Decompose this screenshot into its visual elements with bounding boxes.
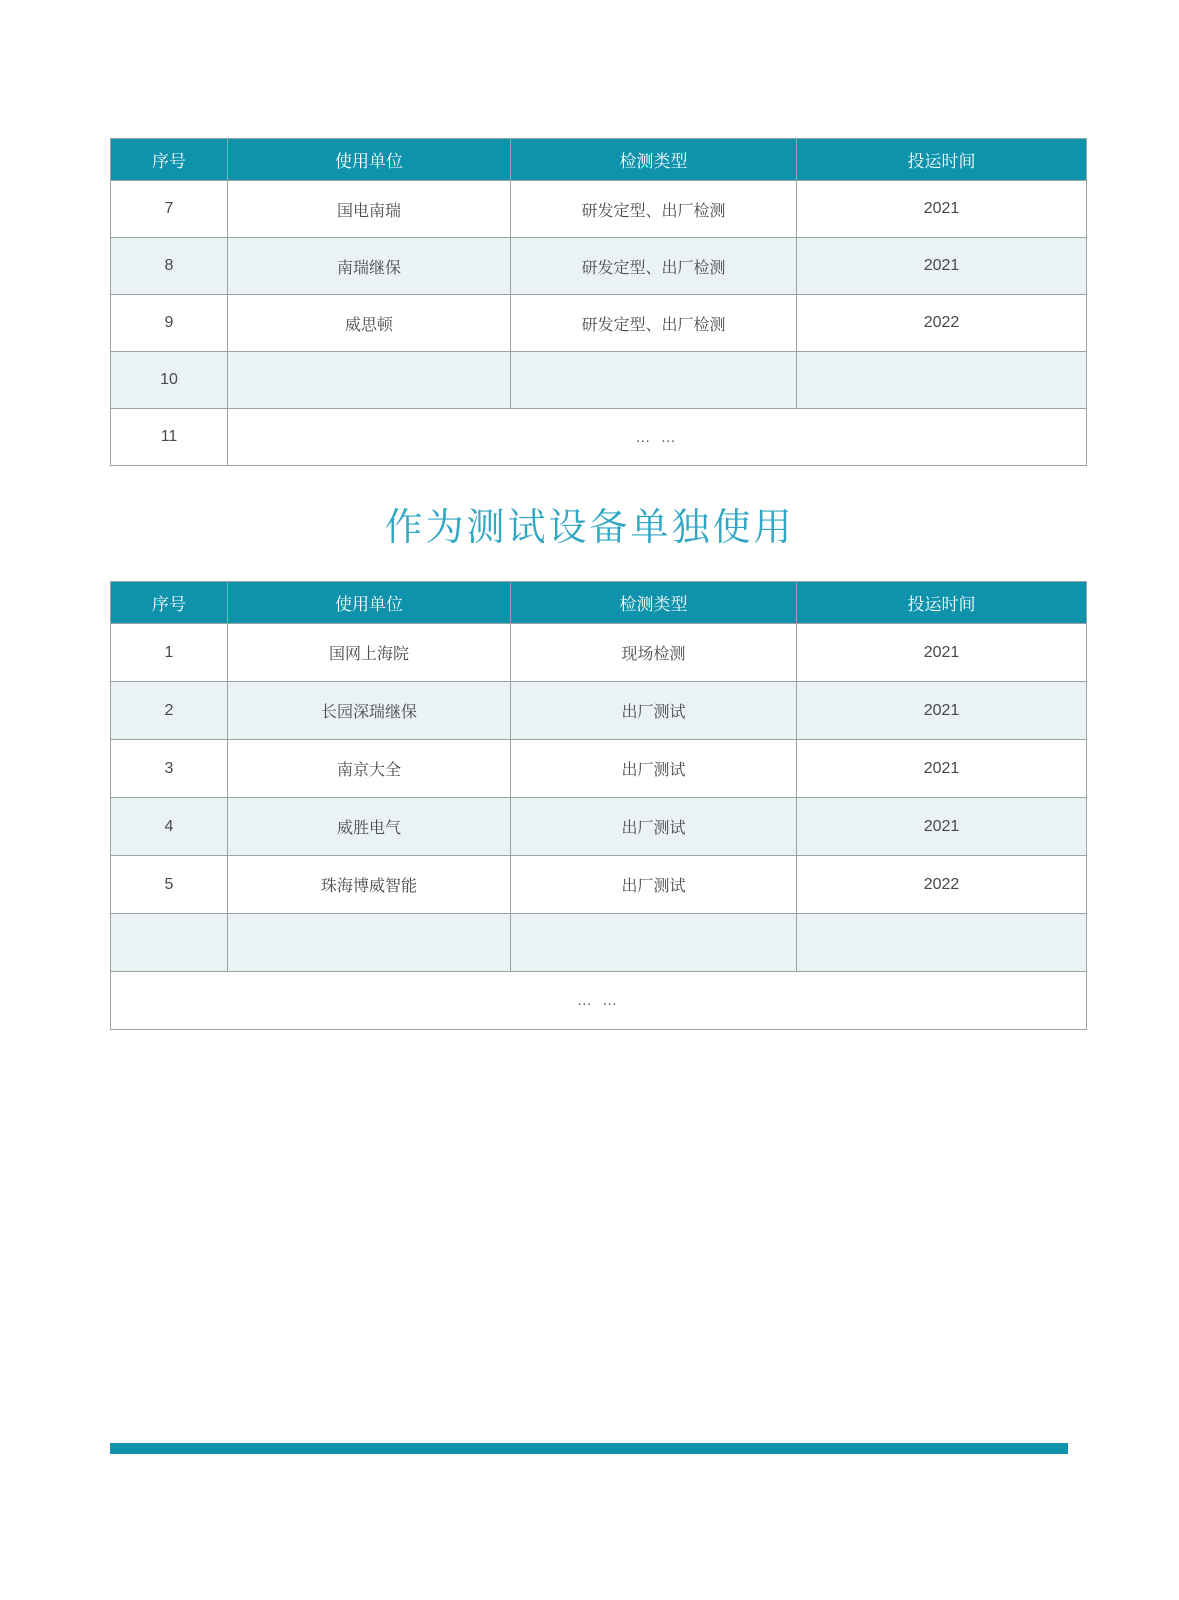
cell-type: 现场检测: [511, 624, 797, 682]
table1-header-row: [111, 139, 1087, 181]
cell-time: 2021: [797, 181, 1087, 238]
cell-seq: 2: [111, 682, 228, 740]
cell-unit: 珠海博威智能: [228, 856, 511, 914]
table-row-empty: [111, 914, 1087, 972]
table-row-ellipsis: [111, 972, 1087, 1030]
cell-unit: 国电南瑞: [228, 181, 511, 238]
cell-type: 出厂测试: [511, 856, 797, 914]
cell-time: 2021: [797, 682, 1087, 740]
table2-header-row: [111, 582, 1087, 624]
table1-header-seq: 序号: [111, 139, 228, 181]
table-row: [111, 238, 1087, 295]
table1-header-type: 检测类型: [511, 139, 797, 181]
usage-table-embedded: [110, 138, 1087, 466]
cell-unit: 南瑞继保: [228, 238, 511, 295]
cell-time: 2021: [797, 238, 1087, 295]
cell-seq: 4: [111, 798, 228, 856]
cell-time: 2021: [797, 624, 1087, 682]
table-row: [111, 740, 1087, 798]
cell-time: 2022: [797, 295, 1087, 352]
cell-unit: 威思顿: [228, 295, 511, 352]
cell-unit: 威胜电气: [228, 798, 511, 856]
cell-type: 出厂测试: [511, 682, 797, 740]
cell-type: 出厂测试: [511, 740, 797, 798]
cell-unit: [228, 914, 511, 972]
cell-type: [511, 352, 797, 409]
table1-header-unit: 使用单位: [228, 139, 511, 181]
cell-time: 2021: [797, 740, 1087, 798]
cell-seq: 11: [111, 409, 228, 466]
ellipsis-cell: … …: [228, 409, 1087, 466]
cell-type: 出厂测试: [511, 798, 797, 856]
cell-unit: 南京大全: [228, 740, 511, 798]
cell-type: 研发定型、出厂检测: [511, 295, 797, 352]
cell-seq: 1: [111, 624, 228, 682]
cell-seq: 3: [111, 740, 228, 798]
cell-time: 2021: [797, 798, 1087, 856]
table2-header-time: 投运时间: [797, 582, 1087, 624]
table2-header-seq: 序号: [111, 582, 228, 624]
footer-accent-bar: [110, 1443, 1068, 1454]
cell-seq: [111, 914, 228, 972]
table-row-ellipsis: [111, 409, 1087, 466]
cell-type: 研发定型、出厂检测: [511, 181, 797, 238]
table-row: [111, 624, 1087, 682]
table1-header-time: 投运时间: [797, 139, 1087, 181]
cell-seq: 9: [111, 295, 228, 352]
cell-seq: 10: [111, 352, 228, 409]
cell-time: [797, 914, 1087, 972]
table-row-empty: [111, 352, 1087, 409]
cell-type: 研发定型、出厂检测: [511, 238, 797, 295]
table-row: [111, 181, 1087, 238]
section-title: 作为测试设备单独使用: [384, 507, 795, 549]
ellipsis-cell: … …: [111, 972, 1087, 1030]
table2-header-unit: 使用单位: [228, 582, 511, 624]
cell-seq: 5: [111, 856, 228, 914]
cell-unit: 国网上海院: [228, 624, 511, 682]
table-row: [111, 295, 1087, 352]
cell-type: [511, 914, 797, 972]
table2-header-type: 检测类型: [511, 582, 797, 624]
cell-unit: [228, 352, 511, 409]
usage-table-standalone: [110, 581, 1087, 1030]
cell-time: 2022: [797, 856, 1087, 914]
cell-time: [797, 352, 1087, 409]
table-row: [111, 856, 1087, 914]
cell-seq: 8: [111, 238, 228, 295]
table-row: [111, 682, 1087, 740]
cell-seq: 7: [111, 181, 228, 238]
table-row: [111, 798, 1087, 856]
cell-unit: 长园深瑞继保: [228, 682, 511, 740]
